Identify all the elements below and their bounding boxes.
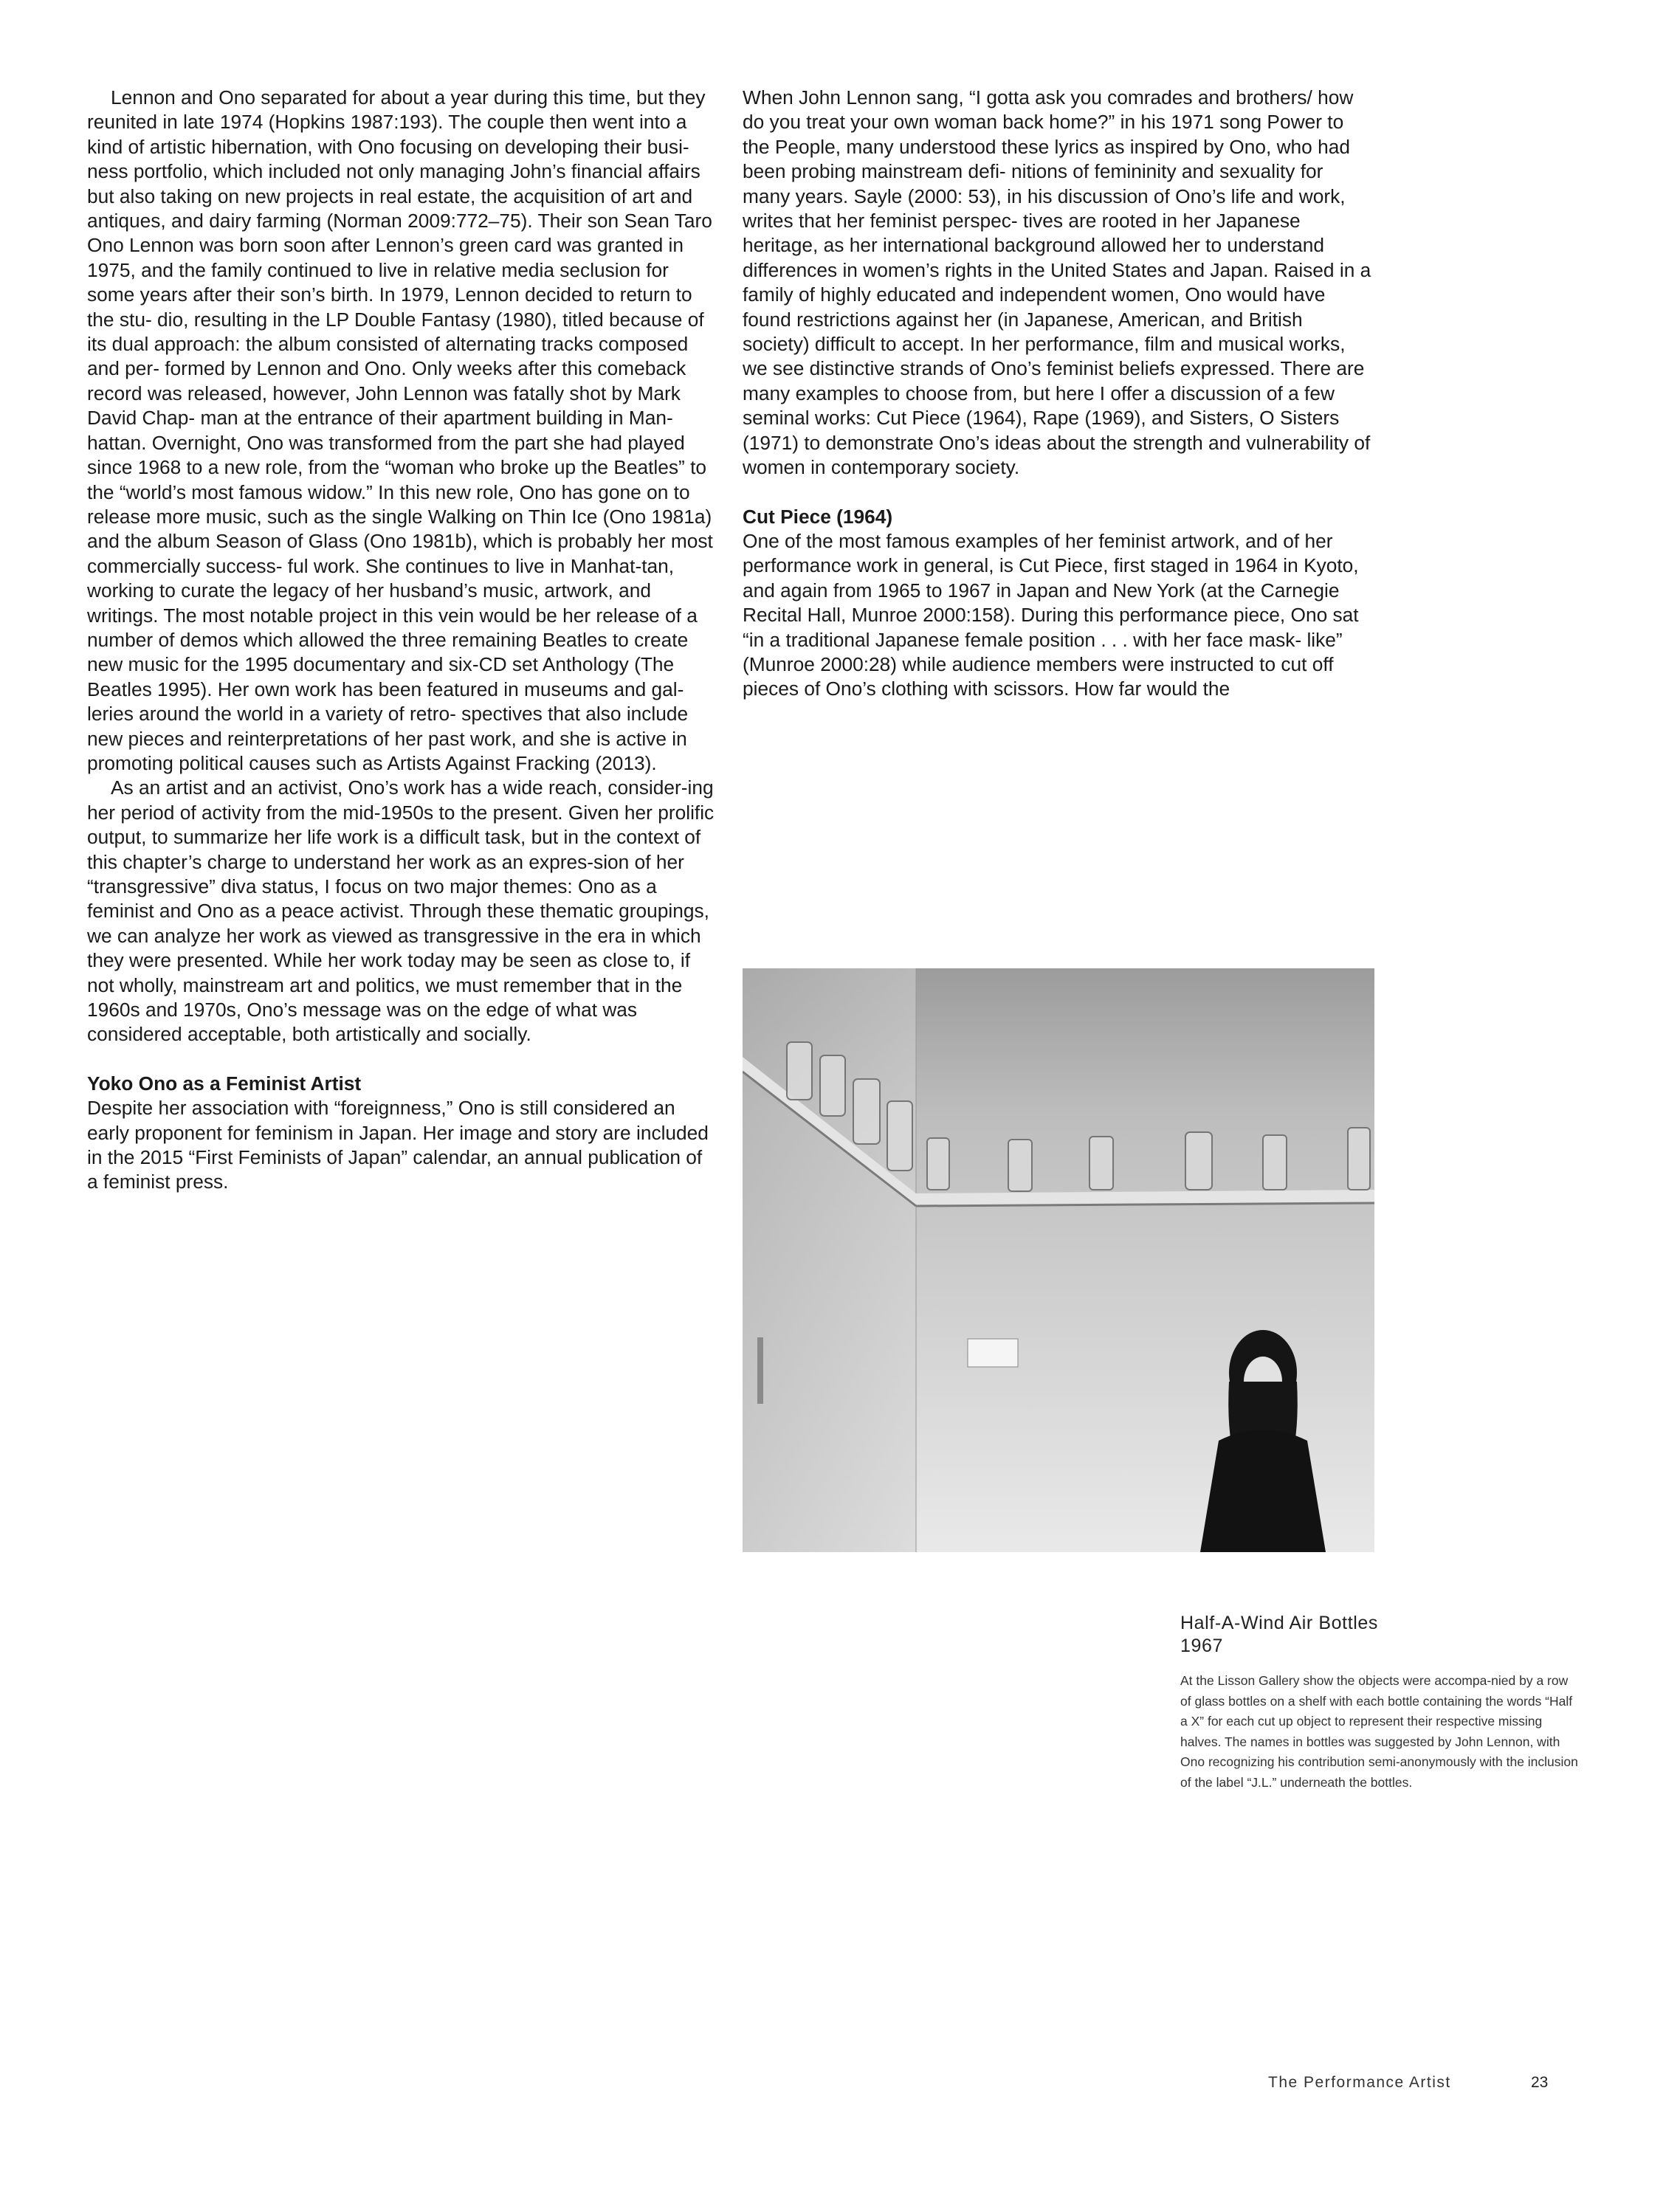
- caption-title: Half-A-Wind Air Bottles: [1180, 1613, 1379, 1633]
- running-footer: The Performance Artist: [1268, 2074, 1451, 2091]
- left-column: [87, 86, 716, 1195]
- body-paragraph: When John Lennon sang, “I gotta ask you comrades and brothers/ how do you treat your own woman back home?” in his 1971 song Power to the People, many understood these lyrics as inspired by Ono, who had been probing mainstream defi- nitions of femininity and sexuality for many years. Sayle (2000: 53), in his discussion of Ono’s life and work, writes that her feminist perspec- tives are rooted in her Japanese heritage, as her international background allowed her to understand differences in women’s rights in the United States and Japan. Raised in a family of highly educated and independent women, Ono would have found restrictions against her (in Japanese, American, and British society) difficult to accept. In her performance, film and musical works, we see distinctive strands of Ono’s feminist beliefs expressed. There are many examples to choose from, but here I offer a discussion of a few seminal works: Cut Piece (1964), Rape (1969), and Sisters, O Sisters (1971) to demonstrate Ono’s ideas about the strength and vulnerability of women in contemporary society.: [743, 86, 1371, 479]
- section-heading: Yoko Ono as a Feminist Artist: [87, 1072, 362, 1095]
- section-heading: Cut Piece (1964): [743, 505, 893, 528]
- caption-year: 1967: [1180, 1636, 1224, 1656]
- right-column: [743, 86, 1371, 702]
- caption-body: At the Lisson Gallery show the objects were accompa-nied by a row of glass bottles on a shelf with each bottle containing the words “Half a X” for each cut up object to represent their respective missing halves. The names in bottles was suggested by John Lennon, with Ono recognizing his contribution semi-anonymously with the inclusion of the label “J.L.” underneath the bottles.: [1180, 1673, 1578, 1790]
- gallery-photo: [743, 968, 1374, 1552]
- body-paragraph: Despite her association with “foreignness,” Ono is still considered an early proponent for feminism in Japan. Her image and story are included in the 2015 “First Feminists of Japan” calendar, an annual publication of a feminist press.: [87, 1097, 709, 1193]
- page-number: 23: [1531, 2074, 1549, 2091]
- body-paragraph: As an artist and an activist, Ono’s work has a wide reach, consider-ing her period of activity from the mid-1950s to the present. Given her prolific output, to summarize her life work is a difficult task, but in the context of this chapter’s charge to understand her work as an expres-sion of her “transgressive” diva status, I focus on two major themes: Ono as a feminist and Ono as a peace activist. Through these thematic groupings, we can analyze her work as viewed as transgressive in the era in which they were presented. While her work today may be seen as close to, if not wholly, mainstream art and politics, we must remember that in the 1960s and 1970s, Ono’s message was on the edge of what was considered acceptable, both artistically and socially.: [87, 776, 715, 1046]
- body-paragraph: Lennon and Ono separated for about a year during this time, but they reunited in late 1974 (Hopkins 1987:193). The couple then went into a kind of artistic hibernation, with Ono focusing on developing their busi-ness portfolio, which included not only managing John’s financial affairs but also taking on new projects in real estate, the acquisition of art and antiques, and dairy farming (Norman 2009:772–75). Their son Sean Taro Ono Lennon was born soon after Lennon’s green card was granted in 1975, and the family continued to live in relative media seclusion for some years after their son’s birth. In 1979, Lennon decided to return to the stu- dio, resulting in the LP Double Fantasy (1980), titled because of its dual approach: the album consisted of alternating tracks composed and per- formed by Lennon and Ono. Only weeks after this comeback record was released, however, John Lennon was fatally shot by Mark David Chap- man at the entrance of their apartment building in Man-hattan. Overnight, Ono was transformed from the part she had played since 1968 to a new role, from the “woman who broke up the Beatles” to the “world’s most famous widow.” In this new role, Ono has gone on to release more music, such as the single Walking on Thin Ice (Ono 1981a) and the album Season of Glass (Ono 1981b), which is probably her most commercially success- ful work. She continues to live in Manhat-tan, working to curate the legacy of her husband’s music, artwork, and writings. The most notable project in this vein would be her release of a number of demos which allowed the three remaining Beatles to create new music for the 1995 documentary and six-CD set Anthology (The Beatles 1995). Her own work has been featured in museums and gal-leries around the world in a variety of retro- spectives that also include new pieces and reinterpretations of her past work, and she is active in promoting political causes such as Artists Against Fracking (2013).: [87, 86, 713, 774]
- photo-illustration: [743, 968, 1374, 1552]
- photo-caption: [1180, 1612, 1579, 1793]
- body-paragraph: One of the most famous examples of her feminist artwork, and of her performance work in general, is Cut Piece, first staged in 1964 in Kyoto, and again from 1965 to 1967 in Japan and New York (at the Carnegie Recital Hall, Munroe 2000:158). During this performance piece, Ono sat “in a traditional Japanese female position . . . with her face mask- like” (Munroe 2000:28) while audience members were instructed to cut off pieces of Ono’s clothing with scissors. How far would the: [743, 529, 1359, 700]
